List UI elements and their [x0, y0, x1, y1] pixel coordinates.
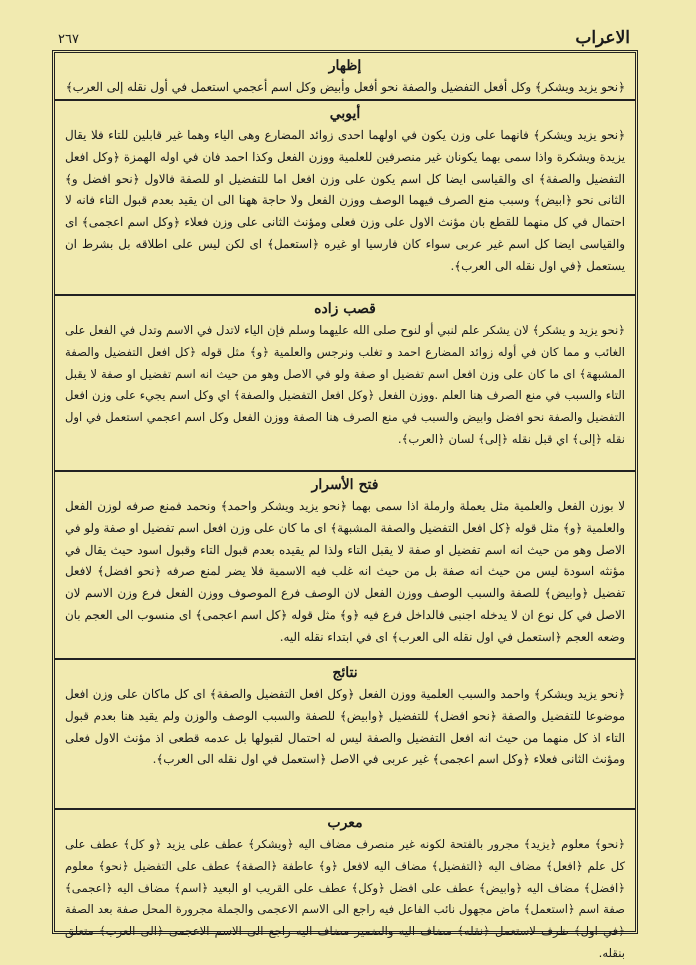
- section-text: لا بوزن الفعل والعلمية مثل يعملة وارملة اذا سمى بهما ﴿نحو يزيد ويشكر واحمد﴾ ونحمد فمنع صرفه لوزن الفعل والعلمية ﴿و﴾ مثل قوله ﴿كل افعل التفضيل والصفة المشبهة﴾ اى ما كان على وزن افعل اسم تفضيل او صفة ولو في الاصل وهو من حيث انه اسم تفضيل او صفة لا يقبل التاء ولذا لم يقيده بعدم قبول التاء وقبول اسود حيث يقال في مؤنثه اسودة ليس من حيث انه صفة بل من حيث انه غلب فيه الاسمية فلا يضر لمنع صرفه ﴿نحو افضل﴾ لافعل تفضيل ﴿وابيض﴾ للصفة والسبب الوصف ووزن الفعل لان الوصف فرع الموصوف ووزن الفعل فرع وزن الاسم لان الاصل في كل نوع ان لا يدخله اجنبى فالداخل فرع فيه ﴿و﴾ مثل قوله ﴿كل اسم اعجمى﴾ اى منسوب الى العجم بان وضعه العجم ﴿استعمل في اول نقله الى العرب﴾ اى في ابتداء نقله اليه.: [65, 499, 625, 644]
- section-title: معرب: [327, 815, 363, 831]
- page-number: ٢٦٧: [58, 32, 79, 47]
- section-qasab-zadeh: [55, 296, 635, 472]
- section-text: ﴿نحو﴾ معلوم ﴿يزيد﴾ مجرور بالفتحة لكونه غير منصرف مضاف اليه ﴿ويشكر﴾ عطف على يزيد ﴿و كل﴾ عطف على كل علم ﴿افعل﴾ مضاف اليه ﴿التفضيل﴾ مضاف اليه لافعل ﴿و﴾ عاطفة ﴿الصفة﴾ عطف على التفضيل ﴿نحو﴾ معلوم ﴿افضل﴾ مضاف اليه ﴿وابيض﴾ عطف على افضل ﴿وكل﴾ عطف على القريب او البعيد ﴿اسم﴾ مضاف اليه ﴿اعجمى﴾ صفة اسم ﴿استعمل﴾ ماض مجهول نائب الفاعل فيه راجع الى الاسم الاعجمى والجملة مجرورة المحل صفة بعد الصفة ﴿في اول﴾ ظرف لاستعمل ﴿نقله﴾ مضاف اليه والضمير مضاف اليه راجع الى الاسم الاعجمى ﴿الى العرب﴾ متعلق بنقله.: [65, 837, 625, 960]
- section-izhar: [55, 53, 635, 101]
- section-title: أيوبي: [329, 106, 361, 122]
- section-title: قصب زاده: [314, 301, 376, 317]
- section-title: نتائج: [332, 665, 358, 681]
- section-text: ﴿نحو يزيد ويشكر﴾ واحمد والسبب العلمية ووزن الفعل ﴿وكل افعل التفضيل والصفة﴾ اى كل ماكان على وزن افعل موضوعا للتفضيل والصفة ﴿نحو افضل﴾ للتفضيل ﴿وابيض﴾ للصفة والسبب الوصف والوزن ولم يقيد هنا بعدم قبول التاء اذ كل منهما من حيث انه افعل التفضيل والصفة ليس له احتمال لقبولها بل عدمه قطعى اذ مؤنث الاول فعلى ومؤنث الثانى فعلاء ﴿وكل اسم اعجمى﴾ غير عربى في الاصل ﴿استعمل في اول نقله الى العرب﴾.: [65, 687, 625, 767]
- chapter-title: الاعراب: [575, 28, 630, 48]
- section-text: ﴿نحو يزيد ويشكر﴾ وكل أفعل التفضيل والصفة نحو أفعل وأبيض وكل اسم أعجمي استعمل في أول نقله إلى العرب﴾: [65, 80, 625, 94]
- section-text: ﴿نحو يزيد و يشكر﴾ لان يشكر علم لنبي أو لنوح صلى الله عليهما وسلم فإن الياء لاتدل في الاسم وتدل في الفعل على الغائب و مما كان في أوله زوائد المضارع احمد و تغلب ونرجس والعلمية ﴿و﴾ مثل قوله ﴿كل افعل التفضيل والصفة المشبهة﴾ اى ما كان على وزن افعل اسم تفضيل او صفة ولو في الاصل وهو من حيث انه اسم تفضيل او صفة لا يقبل التاء والسبب في منع الصرف هنا العلم .ووزن الفعل ﴿وكل افعل التفضيل والصفة﴾ اي وكل اسم يجيء على وزن افعل التفضيل والصفة نحو افضل وابيض والسبب في منع الصرف هنا الصفة ووزن الفعل وكل اسم اعجمي استعمل في اول نقله ﴿إلى﴾ اي قبل نقله ﴿إلى﴾ لسان ﴿العرب﴾.: [65, 323, 625, 446]
- text-frame: [52, 50, 638, 960]
- section-murab: [55, 810, 635, 960]
- section-title: فتح الأسرار: [311, 477, 379, 493]
- section-title: إظهار: [328, 58, 362, 74]
- section-nataij: [55, 660, 635, 810]
- section-ayyubi: [55, 101, 635, 296]
- section-text: ﴿نحو يزيد ويشكر﴾ فانهما على وزن يكون في اولهما احدى زوائد المضارع وهى الياء وهما غير قابلين للتاء فلا يقال يزيدة ويشكرة واذا سمى بهما يكونان غير منصرفين للعلمية ووزن الفعل وكذا احمد فان في اوله الهمزة ﴿وكل افعل التفضيل والصفة﴾ اى والقياسى ايضا كل اسم يكون على وزن افعل اما للتفضيل او للصفة فالاول ﴿نحو افضل و﴾ الثانى نحو ﴿ابيض﴾ وسبب منع الصرف فيهما الوصف ووزن الفعل ولا حاجة ههنا الى ان يقيد بعدم قبول التاء فانه لا احتمال في كل منهما للقطع بان مؤنث الاول على وزن فعلى ومؤنث الثانى على وزن فعلاء ﴿وكل اسم اعجمى﴾ اى والقياسى ايضا كل اسم غير عربى سواء كان فارسيا او غيره ﴿استعمل﴾ اى لكن ليس على اطلاقه بل بشرط ان يستعمل ﴿في اول نقله الى العرب﴾.: [65, 128, 625, 273]
- section-fath-al-asrar: [55, 472, 635, 660]
